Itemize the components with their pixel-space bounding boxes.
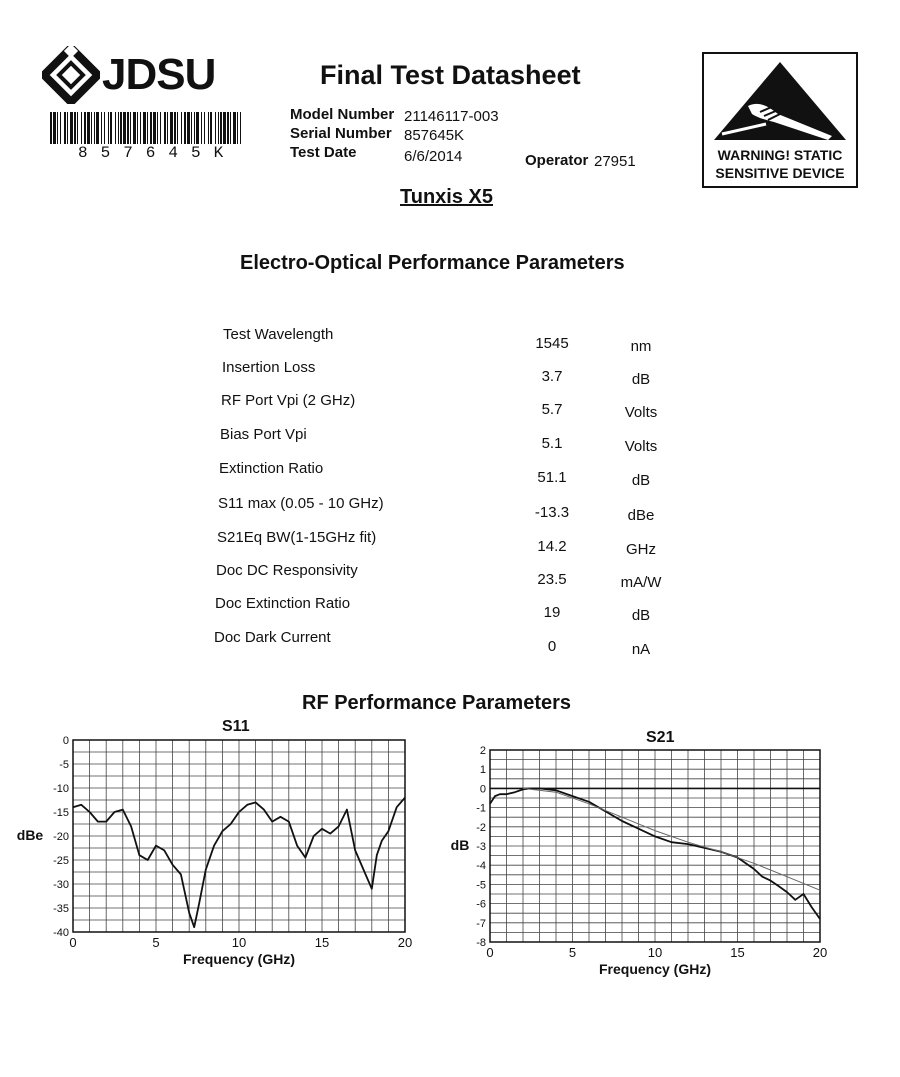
barcode-bar	[204, 112, 205, 144]
operator-label: Operator	[525, 152, 589, 169]
barcode	[50, 112, 245, 144]
barcode-bar	[208, 112, 209, 144]
param-label: RF Port Vpi (2 GHz)	[221, 392, 356, 409]
x-tick-label: 15	[314, 935, 330, 950]
param-unit: Volts	[624, 404, 658, 421]
s21-chart	[440, 740, 880, 990]
document-title: Final Test Datasheet	[320, 60, 581, 90]
param-unit: dBe	[627, 507, 655, 524]
param-label: S21Eq BW(1-15GHz fit)	[217, 529, 377, 546]
esd-warning-icon	[704, 56, 856, 144]
barcode-bar	[233, 112, 236, 144]
barcode-bar	[67, 112, 68, 144]
barcode-bar	[118, 112, 119, 144]
s21-chart-title: S21	[646, 729, 675, 746]
y-tick-label: -10	[53, 783, 69, 795]
barcode-bar	[210, 112, 212, 144]
param-value: 23.5	[537, 571, 567, 588]
y-tick-label: 2	[479, 745, 486, 757]
barcode-bar	[143, 112, 146, 144]
y-tick-label: -8	[476, 937, 486, 949]
y-tick-label: -6	[476, 898, 486, 911]
param-unit: mA/W	[620, 574, 662, 591]
barcode-bar	[237, 112, 238, 144]
barcode-bar	[137, 112, 138, 144]
barcode-bar	[108, 112, 109, 144]
barcode-bar	[170, 112, 173, 144]
barcode-bar	[70, 112, 73, 144]
s11-chart	[0, 728, 440, 978]
test-date-label: Test Date	[290, 144, 357, 161]
x-tick-label: 20	[812, 945, 828, 960]
operator-value: 27951	[594, 153, 636, 170]
param-unit: nm	[630, 338, 652, 355]
y-tick-label: -1	[476, 802, 486, 815]
barcode-bar	[133, 112, 136, 144]
barcode-bar	[127, 112, 129, 144]
barcode-bar	[227, 112, 229, 144]
x-tick-label: 0	[486, 945, 494, 960]
param-label: Bias Port Vpi	[220, 426, 307, 443]
chart-grid	[73, 740, 405, 932]
y-tick-label: -5	[476, 879, 486, 892]
barcode-number: 857645K	[78, 144, 237, 162]
barcode-bar	[101, 112, 102, 144]
barcode-bar	[94, 112, 95, 144]
y-tick-label: -30	[53, 879, 69, 891]
serial-number-value: 857645K	[404, 127, 465, 144]
barcode-bar	[191, 112, 192, 144]
param-label: Doc DC Responsivity	[216, 562, 358, 579]
rf-section-heading: RF Performance Parameters	[302, 692, 572, 714]
barcode-bar	[230, 112, 231, 144]
brand-name: JDSU	[102, 50, 216, 99]
barcode-bar	[223, 112, 226, 144]
barcode-bar	[64, 112, 66, 144]
barcode-bar	[181, 112, 182, 144]
s11-chart-title: S11	[222, 718, 250, 735]
param-label: Extinction Ratio	[219, 460, 324, 477]
param-unit: GHz	[626, 541, 656, 558]
barcode-bar	[60, 112, 61, 144]
barcode-bar	[50, 112, 52, 144]
x-tick-label: 0	[69, 935, 77, 950]
barcode-bar	[160, 112, 161, 144]
y-tick-label: 0	[479, 783, 486, 796]
param-unit: nA	[631, 641, 651, 658]
company-logo	[42, 46, 216, 106]
test-date-value: 6/6/2014	[404, 148, 463, 165]
param-value: 3.7	[541, 368, 563, 385]
y-tick-label: -4	[476, 860, 486, 873]
barcode-bar	[130, 112, 131, 144]
barcode-bar	[96, 112, 99, 144]
x-axis-label: Frequency (GHz)	[598, 961, 712, 977]
barcode-bar	[87, 112, 90, 144]
param-value: 19	[543, 604, 561, 621]
barcode-bar	[194, 112, 195, 144]
model-number-label: Model Number	[290, 106, 395, 123]
x-axis-label: Frequency (GHz)	[182, 951, 296, 967]
y-tick-label: -20	[53, 831, 69, 843]
barcode-bar	[153, 112, 156, 144]
param-value: 0	[547, 638, 557, 655]
param-unit: dB	[631, 607, 651, 624]
param-unit: Volts	[624, 438, 658, 455]
barcode-bar	[240, 112, 241, 144]
x-tick-label: 10	[647, 945, 663, 960]
barcode-bar	[174, 112, 176, 144]
barcode-bar	[184, 112, 186, 144]
param-label: S11 max (0.05 - 10 GHz)	[218, 495, 384, 512]
barcode-bar	[215, 112, 216, 144]
param-value: 51.1	[537, 469, 567, 486]
model-number-value: 21146117-003	[404, 108, 499, 125]
x-tick-label: 5	[152, 935, 160, 950]
barcode-bar	[157, 112, 158, 144]
product-name: Tunxis X5	[400, 186, 493, 208]
barcode-bar	[53, 112, 56, 144]
barcode-bar	[81, 112, 82, 144]
barcode-bar	[91, 112, 92, 144]
barcode-bar	[196, 112, 199, 144]
y-tick-label: -5	[59, 759, 69, 771]
warning-line-2: SENSITIVE DEVICE	[715, 165, 845, 181]
param-value: -13.3	[534, 504, 570, 521]
barcode-bar	[167, 112, 168, 144]
eo-section-heading: Electro-Optical Performance Parameters	[240, 252, 625, 274]
param-label: Doc Extinction Ratio	[215, 595, 351, 612]
diamond-logo-icon	[42, 46, 100, 104]
y-axis-label: dB	[450, 837, 470, 853]
y-tick-label: -40	[53, 927, 69, 939]
barcode-bar	[123, 112, 126, 144]
barcode-bar	[201, 112, 202, 144]
barcode-bar	[104, 112, 105, 144]
barcode-bar	[57, 112, 58, 144]
y-tick-label: -25	[53, 855, 69, 867]
serial-number-label: Serial Number	[290, 125, 392, 142]
esd-warning-box	[702, 52, 858, 188]
y-tick-label: -35	[53, 903, 69, 915]
x-tick-label: 5	[568, 945, 577, 960]
y-tick-label: 1	[479, 764, 486, 777]
barcode-bar	[220, 112, 222, 144]
barcode-bar	[187, 112, 190, 144]
barcode-bar	[150, 112, 152, 144]
barcode-bar	[84, 112, 86, 144]
param-label: Test Wavelength	[223, 326, 334, 343]
barcode-bar	[77, 112, 78, 144]
barcode-bar	[218, 112, 219, 144]
param-value: 5.7	[541, 401, 563, 418]
barcode-bar	[140, 112, 141, 144]
y-tick-label: -15	[53, 807, 69, 819]
y-tick-label: -3	[476, 841, 486, 853]
param-value: 14.2	[537, 538, 567, 555]
barcode-bar	[115, 112, 116, 144]
param-value: 5.1	[541, 435, 563, 452]
y-tick-label: -7	[476, 917, 486, 930]
barcode-bar	[74, 112, 76, 144]
y-axis-label: dBe	[16, 827, 44, 843]
param-unit: dB	[631, 472, 651, 489]
barcode-bar	[177, 112, 178, 144]
barcode-bar	[147, 112, 148, 144]
x-tick-label: 20	[397, 935, 413, 950]
param-unit: dB	[631, 371, 651, 388]
barcode-bar	[120, 112, 122, 144]
chart-grid	[490, 750, 820, 942]
barcode-bar	[164, 112, 166, 144]
barcode-bars	[50, 112, 245, 144]
warning-line-1: WARNING! STATIC	[717, 147, 843, 163]
y-tick-label: 0	[62, 735, 69, 747]
param-value: 1545	[535, 335, 569, 352]
param-label: Insertion Loss	[222, 359, 316, 376]
x-tick-label: 15	[730, 945, 745, 960]
x-tick-label: 10	[231, 935, 247, 950]
y-tick-label: -2	[476, 821, 486, 834]
barcode-bar	[110, 112, 112, 144]
param-label: Doc Dark Current	[214, 629, 331, 646]
